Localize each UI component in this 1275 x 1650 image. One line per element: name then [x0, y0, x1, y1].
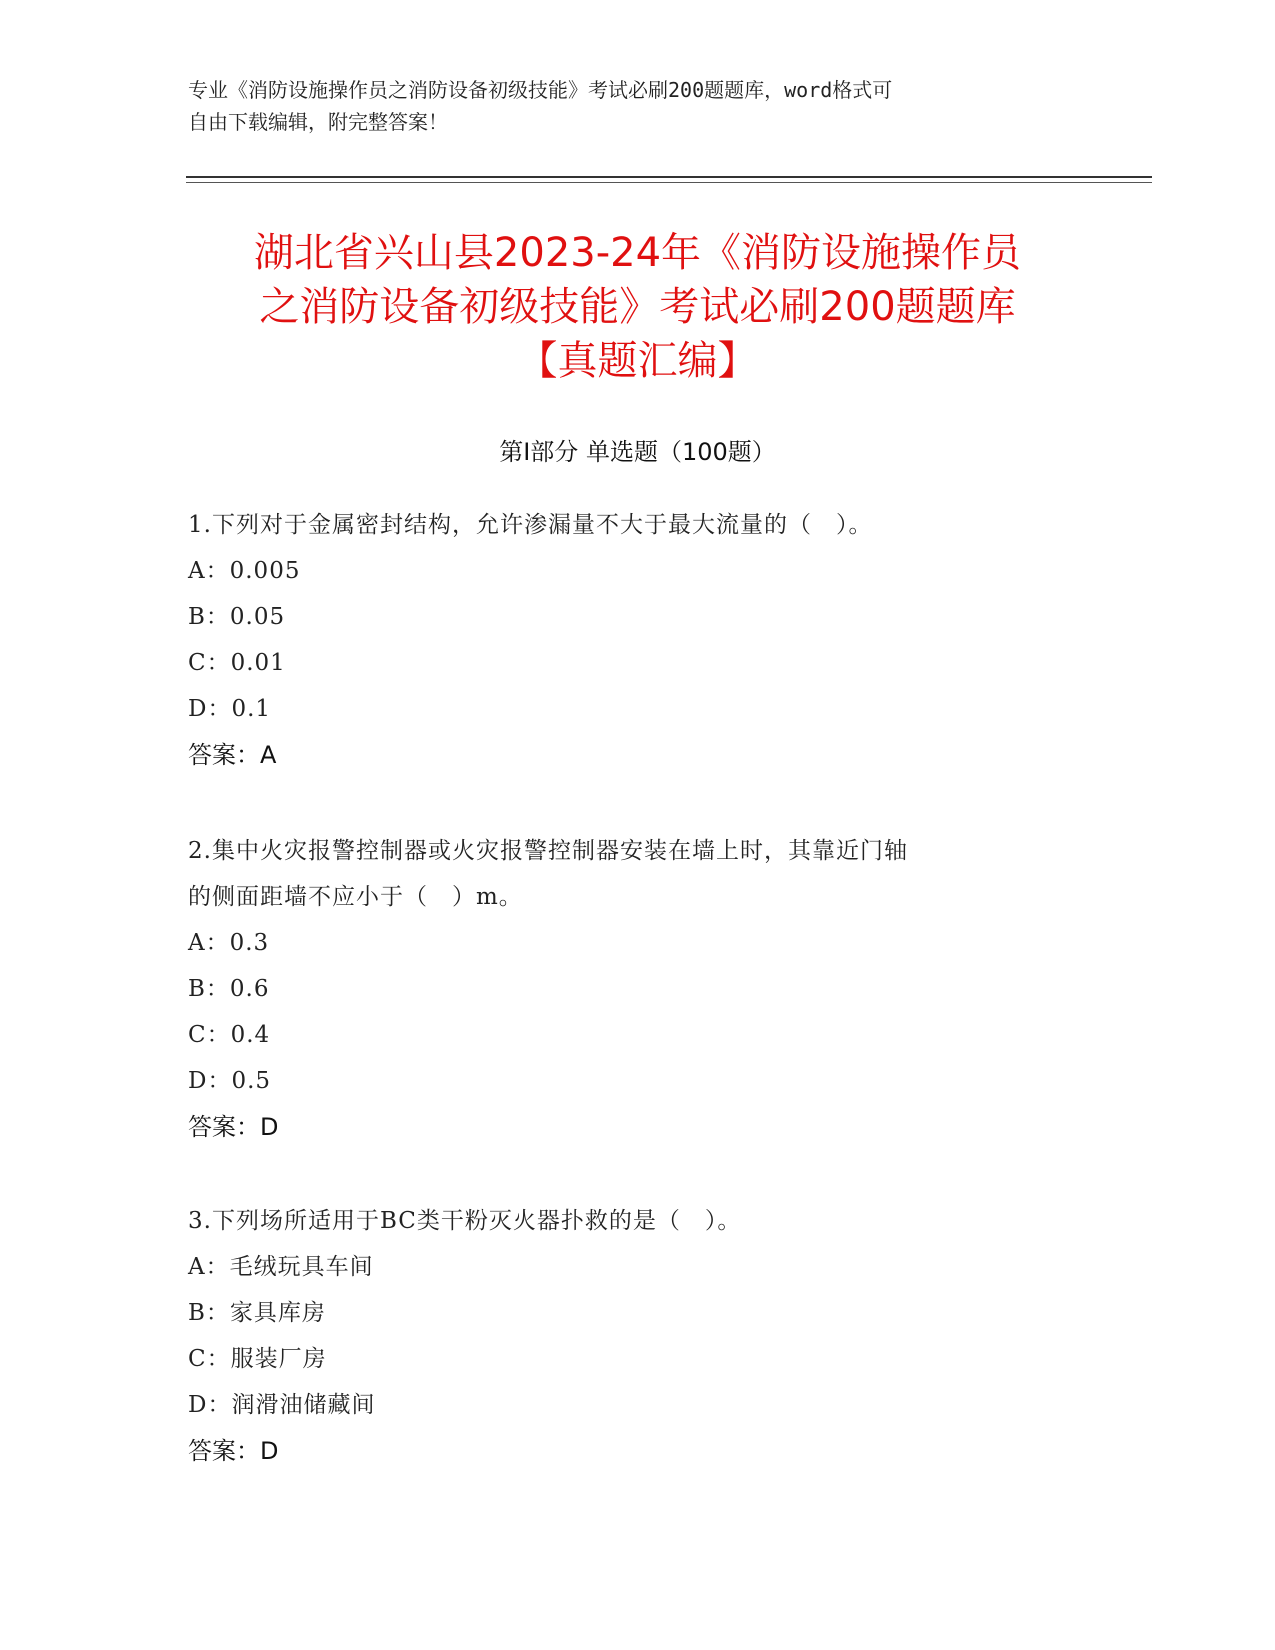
title-line: 之消防设备初级技能》考试必刷200题题库 [259, 284, 1016, 330]
option-c: C：0.4 [188, 1022, 271, 1048]
option-b: B：0.6 [188, 976, 270, 1002]
question-text: 3.下列场所适用于BC类干粉灭火器扑救的是（ ）。 [188, 1208, 742, 1234]
option-d: D：润滑油储藏间 [188, 1392, 376, 1418]
title-line: 【真题汇编】 [517, 338, 758, 384]
question-3 [188, 1198, 1088, 1474]
option-a: A：0.3 [188, 930, 270, 956]
intro-line: 专业《消防设施操作员之消防设备初级技能》考试必刷200题题库，word格式可 [188, 78, 893, 102]
option-b: B：家具库房 [188, 1300, 326, 1326]
question-text: 1.下列对于金属密封结构，允许渗漏量不大于最大流量的（ ）。 [188, 512, 873, 538]
title-line: 湖北省兴山县2023-24年《消防设施操作员 [253, 230, 1022, 276]
question-text-line: 2.集中火灾报警控制器或火灾报警控制器安装在墙上时，其靠近门轴 [188, 838, 908, 864]
intro-line: 自由下载编辑，附完整答案！ [188, 110, 448, 134]
option-d: D：0.5 [188, 1068, 272, 1094]
option-c: C：服装厂房 [188, 1346, 327, 1372]
document-title [0, 226, 1275, 388]
option-c: C：0.01 [188, 650, 286, 676]
intro-paragraph [188, 74, 1068, 138]
answer-label: 答案：D [188, 1437, 279, 1465]
header-divider-thin [186, 182, 1152, 183]
option-b: B：0.05 [188, 604, 286, 630]
answer-label: 答案：A [188, 741, 277, 769]
option-a: A：毛绒玩具车间 [188, 1254, 374, 1280]
option-a: A：0.005 [188, 558, 301, 584]
section-heading: 第I部分 单选题（100题） [499, 438, 776, 466]
option-d: D：0.1 [188, 696, 272, 722]
answer-label: 答案：D [188, 1113, 279, 1141]
question-1 [188, 502, 1088, 778]
header-divider-thick [186, 176, 1152, 178]
question-text-line: 的侧面距墙不应小于（ ）m。 [188, 884, 523, 910]
question-2 [188, 828, 1088, 1150]
